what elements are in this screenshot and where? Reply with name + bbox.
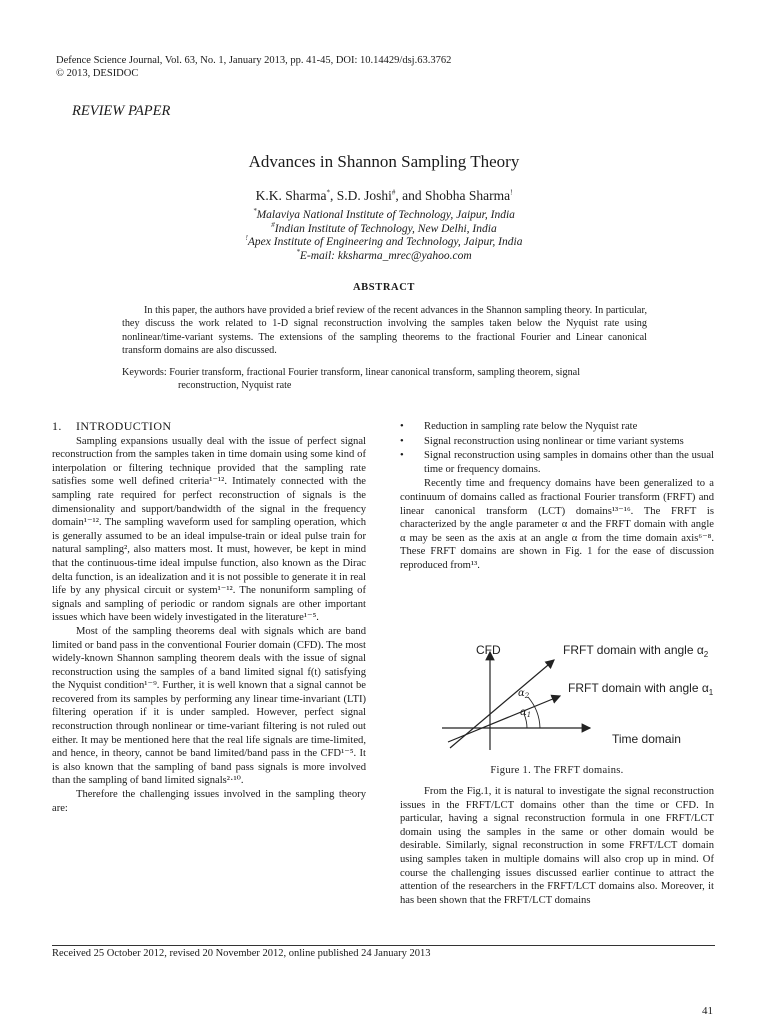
frft-lct-paragraph: From the Fig.1, it is natural to investigate the signal reconstruction issues in the FRFT/LCT domains other than the time or CFD. In particular, having a signal reconstruction formula in one FRFT/LCT domain using the samples in the same or other domain would be desirable. Similarly, signal reconstruction in some FRFT/LCT domain using samples taken in multiple domains will also crop up in mind. Of course the challenging issues discussed earlier continue to attract the attention of the researchers in the FRFT/LCT domains also. Moreover, it has been shown that the FRFT/LCT domains [400,786,714,906]
frft-diagram [400,640,714,756]
intro-paragraph-2: Most of the sampling theorems deal with signals which are band limited or band pass in the conventional Fourier domain (CFD). The most widely-known Shannon sampling theorem deals with the issue of signal reconstruction using the samples of a band limited signal f(t) satisfying the Nyquist condition¹⁻⁹. Further, it is well known that a signal cannot be recovered from its samples by performing any linear time-invariant (LTI) filtering operation if it is under sampled. However, perfect signal reconstruction through nonlinear or time-variant filtering is not ruled out either. It may be mentioned here that the real life signals are time-limited, and hence, in theory, cannot be band limited/band pass in the CFD¹⁻⁵. It is also known that the sampling of band pass signals is more involved than the sampling of band limited signals²·¹⁰. [52,625,366,787]
list-item: • Signal reconstruction using samples in domains other than the usual time or frequency domains. [400,450,714,475]
intro-paragraph-3: Therefore the challenging issues involved in the sampling theory are: [52,789,366,814]
frft-paragraph: Recently time and frequency domains have been generalized to a continuum of domains called as fractional Fourier transform (FRFT) and linear canonical transform (LCT) domains¹³⁻¹⁶. The FRFT is characterized by the angle parameter α and the FRFT domain with angle α may be seen as the axis at an angle α from the time domain axis⁶⁻⁸. These FRFT domains are shown in Fig. 1 for the ease of discussion reproduced from¹³. [400,478,714,571]
page-number: 41 [702,1005,713,1017]
keywords [122,366,647,393]
right-column [400,420,714,573]
affiliations [0,209,768,263]
keywords-line-1: Fourier transform, fractional Fourier transform, linear canonical transform, sampling theorem, signal [169,367,581,378]
paper-title: Advances in Shannon Sampling Theory [248,152,520,171]
alpha2-label: $\alpha_2$ [518,688,530,700]
cfd-label: CFD [476,643,501,657]
list-item: • Signal reconstruction using nonlinear or time variant systems [400,435,684,447]
author-2: , S.D. Joshi [329,188,392,203]
journal-header [56,54,451,80]
keywords-line-2: reconstruction, Nyquist rate [178,380,292,392]
author-3-mark: ! [510,188,513,197]
intro-paragraph-1: Sampling expansions usually deal with the issue of perfect signal reconstruction from the samples taken in time domain using some kind of interpolation or filtering technique provided that the sampling rate satisfies some well defined criteria¹⁻¹². Intimately connected with the sampling rate required for perfect reconstruction of signals is the dimensionality and support/bandwidth of the signal in the frequency domain¹⁻¹². The sampling waveform used for sampling operation, which is generally assumed to be an ideal impulse-train or ideal pulse train for natural sampling², also matters most. It must, however, be kept in mind that the continuous-time ideal impulse function, also known as the Dirac delta function, is an idealization and it is not possible to generate it in real life by any physical circuit or system¹⁻¹². The nonuniform sampling of signals and sampling of periodic or random signals are other important issues which have been widely investigated in the literature¹⁻⁵. [52,435,366,624]
journal-citation: Defence Science Journal, Vol. 63, No. 1, January 2013, pp. 41-45, DOI: 10.14429/dsj.63.3762 [56,55,452,66]
author-3: , and Shobha Sharma [395,188,511,203]
figure-caption: Figure 1. The FRFT domains. [490,765,624,776]
received-dates: Received 25 October 2012, revised 20 November 2012, online published 24 January 2013 [52,948,431,959]
frft2-label: FRFT domain with angle $\alpha_2$ [563,643,709,659]
frft1-label: FRFT domain with angle $\alpha_1$ [568,681,714,697]
affiliation-2: #Indian Institute of Technology, New Delhi, India [271,220,497,235]
alpha1-label: $\alpha_1$ [520,707,532,719]
author-2-mark: # [391,188,396,197]
issues-list [400,420,714,476]
keywords-label: Keywords: [122,367,167,378]
review-label: REVIEW PAPER [72,103,171,119]
bullet-icon: • [400,421,404,432]
list-item: • Reduction in sampling rate below the Nyquist rate [400,421,638,432]
affiliation-3: !Apex Institute of Engineering and Technology, Jaipur, India [245,234,523,248]
right-column-continued [400,785,714,907]
section-title: INTRODUCTION [76,419,172,433]
author-email[interactable]: *E-mail: kksharma_mrec@yahoo.com [296,247,472,262]
author-1-mark: * [326,188,330,197]
footer-divider [52,945,715,946]
time-domain-label: Time domain [612,732,681,746]
abstract-heading: ABSTRACT [353,282,415,293]
section-number: 1. [52,419,62,433]
author-1: K.K. Sharma [255,188,327,203]
frft-figure [400,640,714,756]
bullet-icon: • [400,435,404,447]
abstract-text: In this paper, the authors have provided a brief review of the recent advances in the Shannon sampling theory. In particular, they discuss the work related to 1-D signal reconstruction involving the samples taken below the Nyquist rate using nonlinear/time-variant systems. The extensions of the sampling theorems to the fractional Fourier and Linear canonical transform domains are also discussed. [122,305,647,356]
section-heading [52,420,366,434]
affiliation-1: *Malaviya National Institute of Technology, Jaipur, India [253,207,515,221]
author-list [0,188,768,204]
bullet-icon: • [400,450,404,462]
copyright-line: © 2013, DESIDOC [56,68,139,79]
left-column [52,420,366,815]
